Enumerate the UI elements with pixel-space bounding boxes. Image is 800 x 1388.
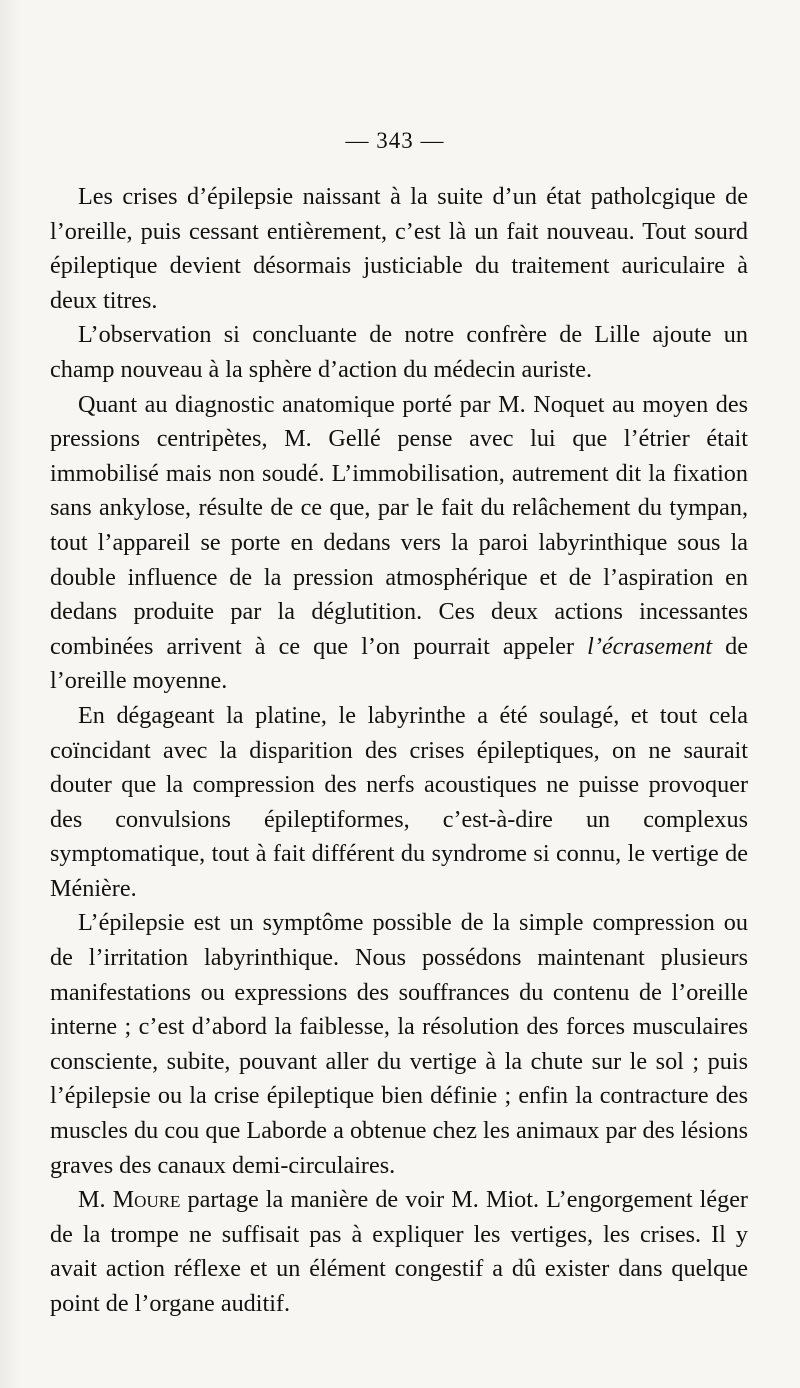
paragraph-6 bbox=[50, 1183, 748, 1321]
paragraph-5 bbox=[50, 906, 748, 1183]
paragraph-2 bbox=[50, 318, 748, 387]
paragraph-1-text: Les crises d’épilepsie naissant à la suite d’un état patholcgique de l’oreille, puis cessant entièrement, c’est là un fait nouveau. Tout sourd épileptique devient désormais justiciable du traitement auriculaire à deux titres. bbox=[50, 183, 748, 314]
speaker-name: Moure bbox=[112, 1186, 181, 1214]
page-number: — 343 — bbox=[345, 128, 445, 153]
paragraph-3 bbox=[50, 388, 748, 699]
paragraph-4 bbox=[50, 699, 748, 907]
paragraph-2-text: L’observation si concluante de notre confrère de Lille ajoute un champ nouveau à la sphère d’action du médecin auriste. bbox=[50, 321, 748, 383]
body-text bbox=[50, 180, 748, 1322]
paragraph-1 bbox=[50, 180, 748, 318]
paragraph-3-text: Quant au diagnostic anatomique porté par M. Noquet au moyen des pressions centripètes, M. Gellé pense avec lui que l’étrier était immobilisé mais non soudé. L’immobilisation, autrement dit la fixation sans ankylose, résulte de ce que, par le fait du relâchement du tympan, tout l’appareil se porte en dedans vers la paroi labyrinthique sous la double influence de la pression atmosphérique et de l’aspiration en dedans produite par la déglutition. Ces deux actions incessantes combinées arrivent à ce que l’on pourrait appeler bbox=[50, 390, 748, 660]
page-edge-shadow bbox=[0, 0, 22, 1388]
paragraph-6-lead: M. bbox=[78, 1186, 113, 1214]
paragraph-5-text: L’épilepsie est un symptôme possible de la simple compression ou de l’irritation labyrinthique. Nous possédons maintenant plusieurs manifestations ou expressions des souffrances du contenu de l’oreille interne ; c’est d’abord la faiblesse, la résolution des forces musculaires consciente, subite, pouvant aller du vertige à la chute sur le sol ; puis l’épilepsie ou la crise épileptique bien définie ; enfin la contracture des muscles du cou que Laborde a obtenue chez les animaux par des lésions graves des canaux demi-circulaires. bbox=[50, 909, 748, 1179]
paragraph-6-text: partage la manière de voir M. Miot. L’engorgement léger de la trompe ne suffisait pas à expliquer les vertiges, les crises. Il y avait action réflexe et un élément congestif a dû exister dans quelque point de l’organe auditif. bbox=[50, 1186, 748, 1317]
paragraph-4-text: En dégageant la platine, le labyrinthe a été soulagé, et tout cela coïncidant avec la disparition des crises épileptiques, on ne saurait douter que la compression des nerfs acoustiques ne puisse provoquer des convulsions épileptiformes, c’est-à-dire un complexus symptomatique, tout à fait différent du syndrome si connu, le vertige de Ménière. bbox=[50, 701, 748, 902]
emphasized-term: l’écrasement bbox=[587, 632, 713, 660]
paragraph-3-text-after: de l’oreille moyenne. bbox=[50, 632, 748, 695]
